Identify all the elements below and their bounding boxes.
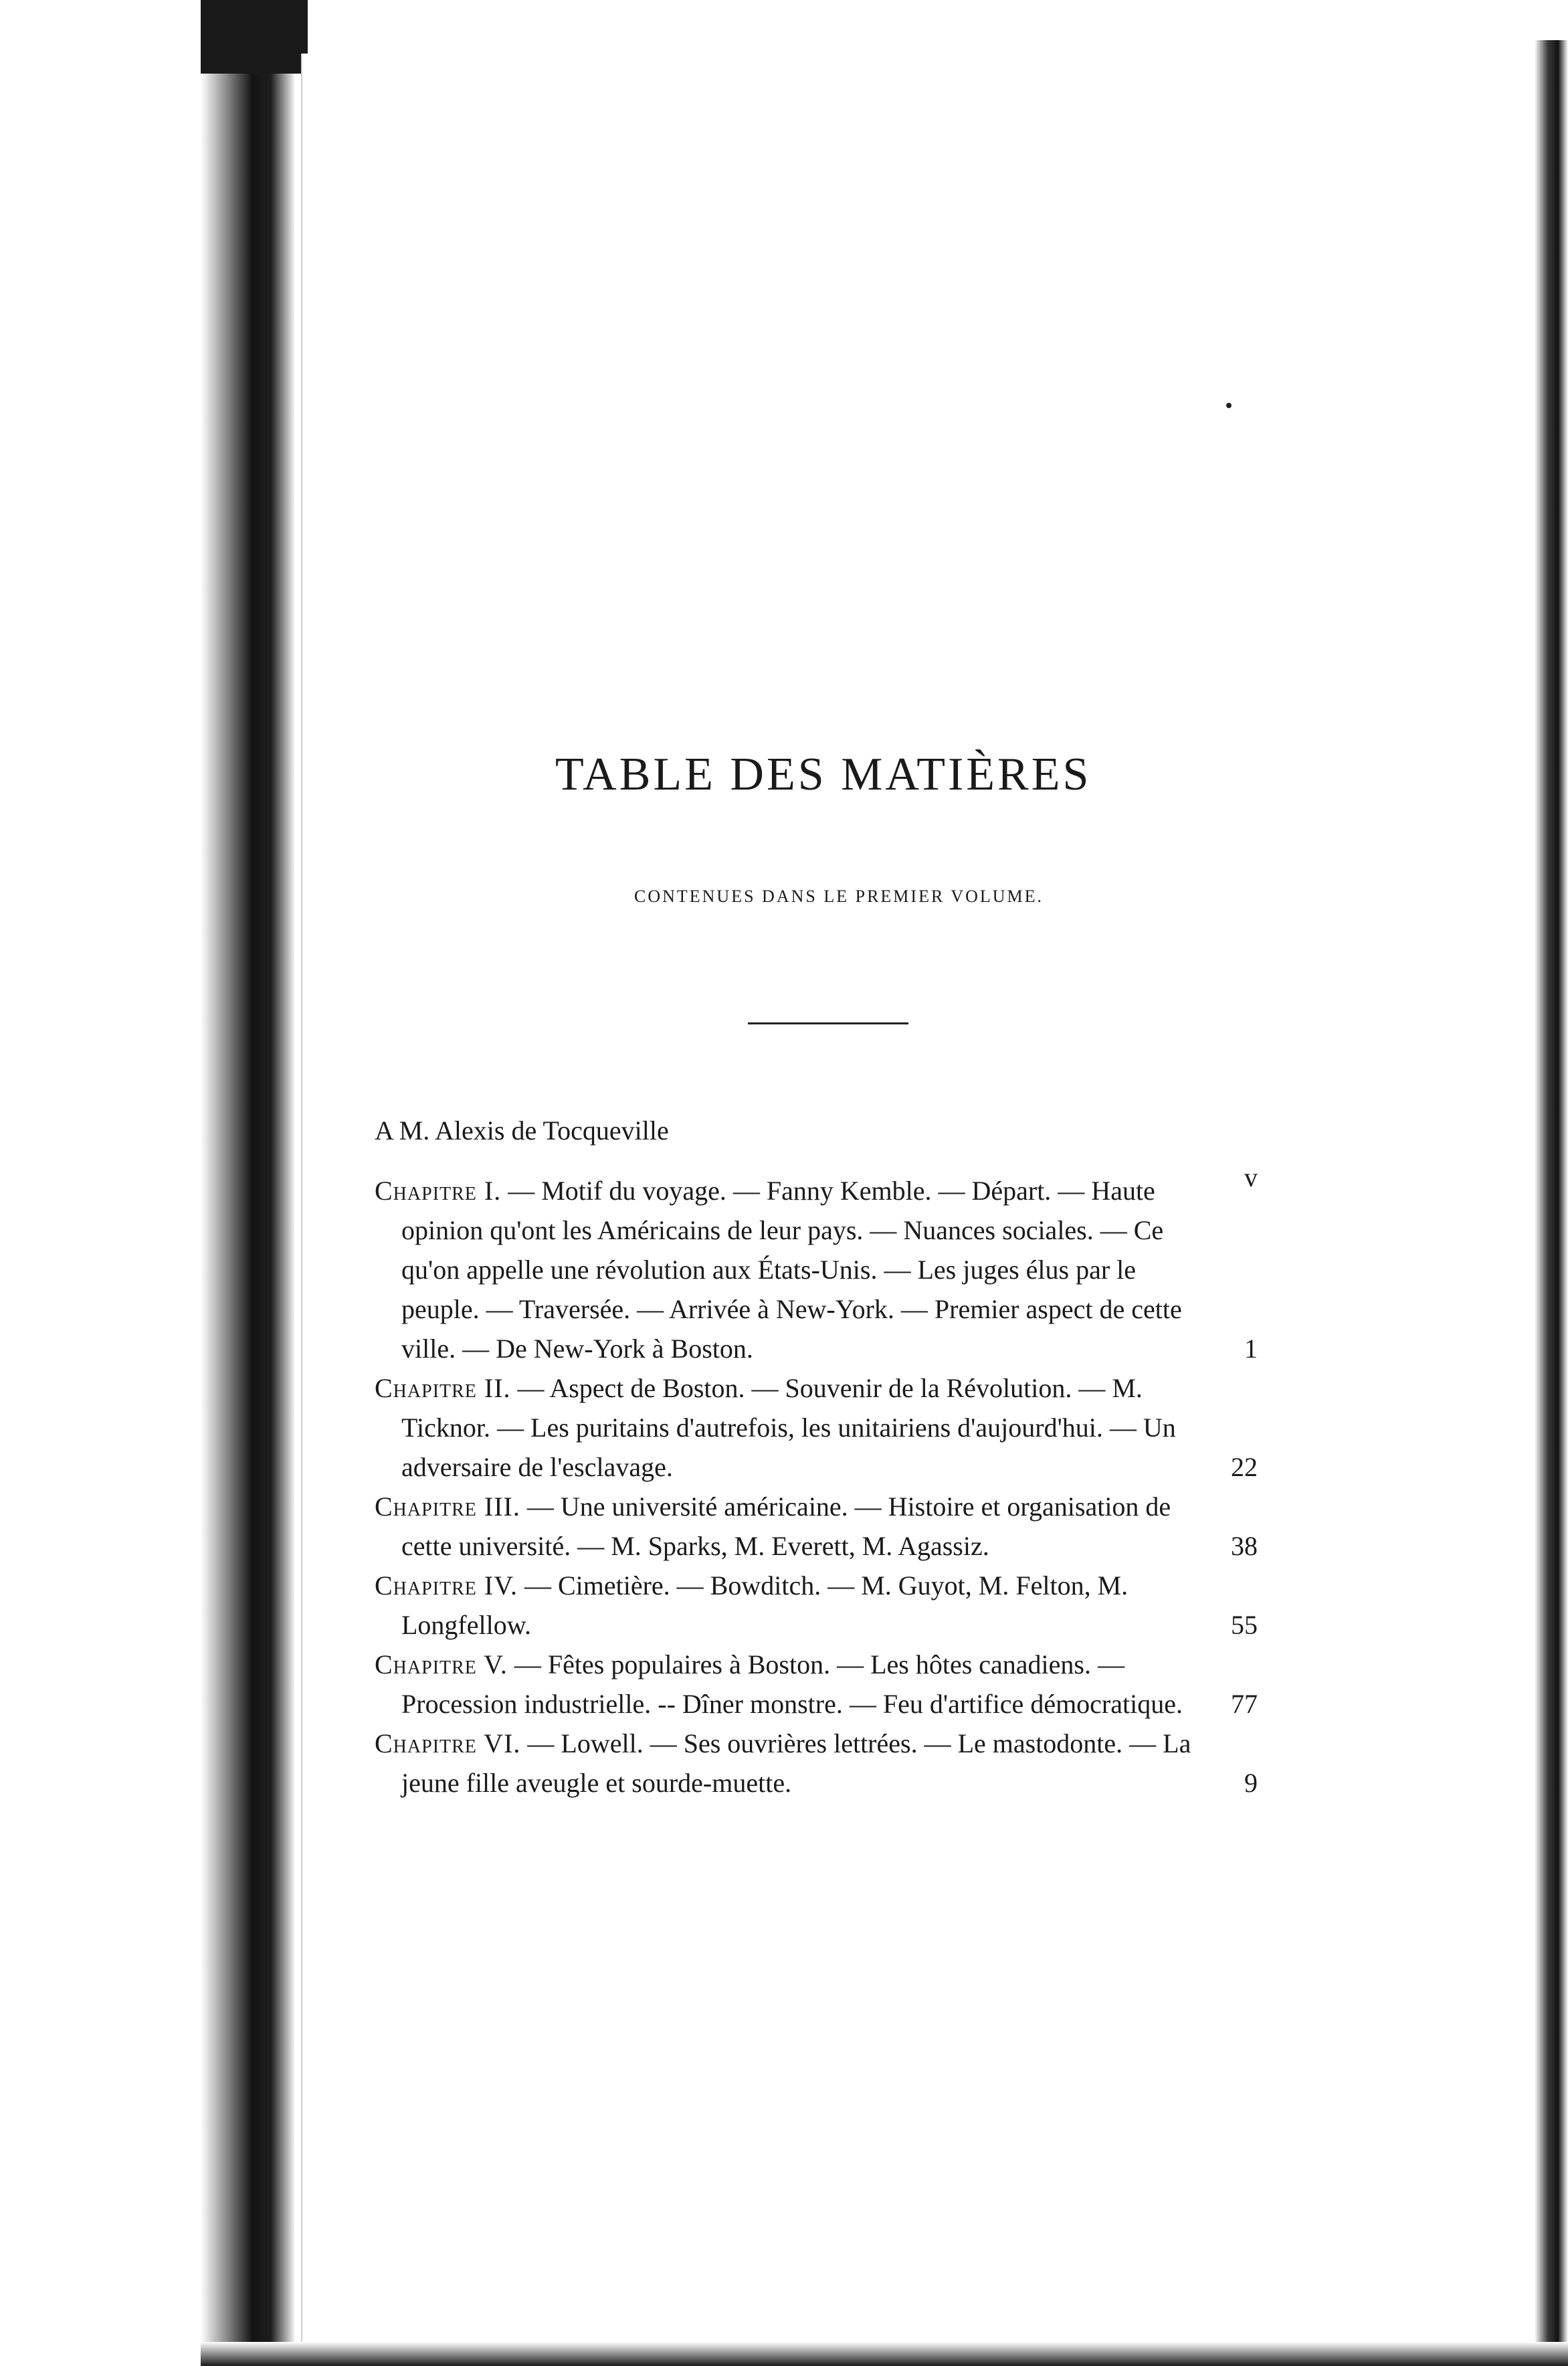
dedication-text: A M. Alexis de Tocqueville [375, 1115, 669, 1146]
chapter-page-number: 55 [1231, 1610, 1258, 1640]
chapter-summary: — Fêtes populaires à Boston. — Les hôtes canadiens. — Procession industrielle. -- Dîner monstre. — Feu d'artifice démocratique. [401, 1649, 1183, 1719]
chapter-summary: — Cimetière. — Bowditch. — M. Guyot, M. Felton, M. Longfellow. [401, 1570, 1129, 1640]
toc-entry-chapter-3 [375, 1487, 1258, 1566]
toc-entry-chapter-2 [375, 1368, 1258, 1487]
toc-entry-chapter-4 [375, 1566, 1258, 1645]
chapter-summary: — Motif du voyage. — Fanny Kemble. — Départ. — Haute opinion qu'ont les Américains de leur pays. — Nuances sociales. — Ce qu'on appelle une révolution aux États-Unis. — Les juges élus par le peuple. — Traversée. — Arrivée à New-York. — Premier aspect de cette ville. — De New-York à Boston. [401, 1176, 1182, 1364]
chapter-label: Chapitre V. [375, 1649, 508, 1679]
chapter-summary: — Une université américaine. — Histoire et organisation de cette université. — M. Sparks, M. Everett, M. Agassiz. [401, 1491, 1171, 1561]
toc-entry-chapter-1 [375, 1171, 1258, 1368]
chapter-summary: — Aspect de Boston. — Souvenir de la Révolution. — M. Ticknor. — Les puritains d'autrefois, les unitairiens d'aujourd'hui. — Un adversaire de l'esclavage. [401, 1373, 1176, 1482]
chapter-page-number: 38 [1231, 1531, 1258, 1561]
ink-speck [1226, 403, 1232, 408]
book-gutter-top [201, 0, 308, 74]
chapter-label: Chapitre I. [375, 1176, 502, 1206]
toc-entry-chapter-5 [375, 1645, 1258, 1724]
chapter-page-number: 1 [1244, 1334, 1258, 1364]
toc-entry-chapter-6 [375, 1724, 1258, 1803]
page-title: TABLE DES MATIÈRES [555, 749, 1092, 800]
page-edge-right [1535, 40, 1568, 2366]
divider-rule [748, 1022, 908, 1024]
book-gutter [201, 0, 294, 2366]
table-of-contents [375, 1111, 1258, 1803]
page-subtitle: CONTENUES DANS LE PREMIER VOLUME. [634, 887, 1044, 906]
chapter-page-number: 77 [1231, 1689, 1258, 1719]
dedication-page-number: v [1244, 1162, 1258, 1192]
chapter-label: Chapitre IV. [375, 1570, 518, 1601]
chapter-page-number: 9 [1244, 1768, 1258, 1798]
chapter-label: Chapitre VI. [375, 1728, 521, 1758]
page-edge-bottom [201, 2342, 1568, 2366]
chapter-label: Chapitre III. [375, 1491, 520, 1522]
chapter-summary: — Lowell. — Ses ouvrières lettrées. — Le mastodonte. — La jeune fille aveugle et sourde-muette. [401, 1728, 1191, 1798]
chapter-label: Chapitre II. [375, 1373, 511, 1403]
chapter-page-number: 22 [1231, 1452, 1258, 1482]
